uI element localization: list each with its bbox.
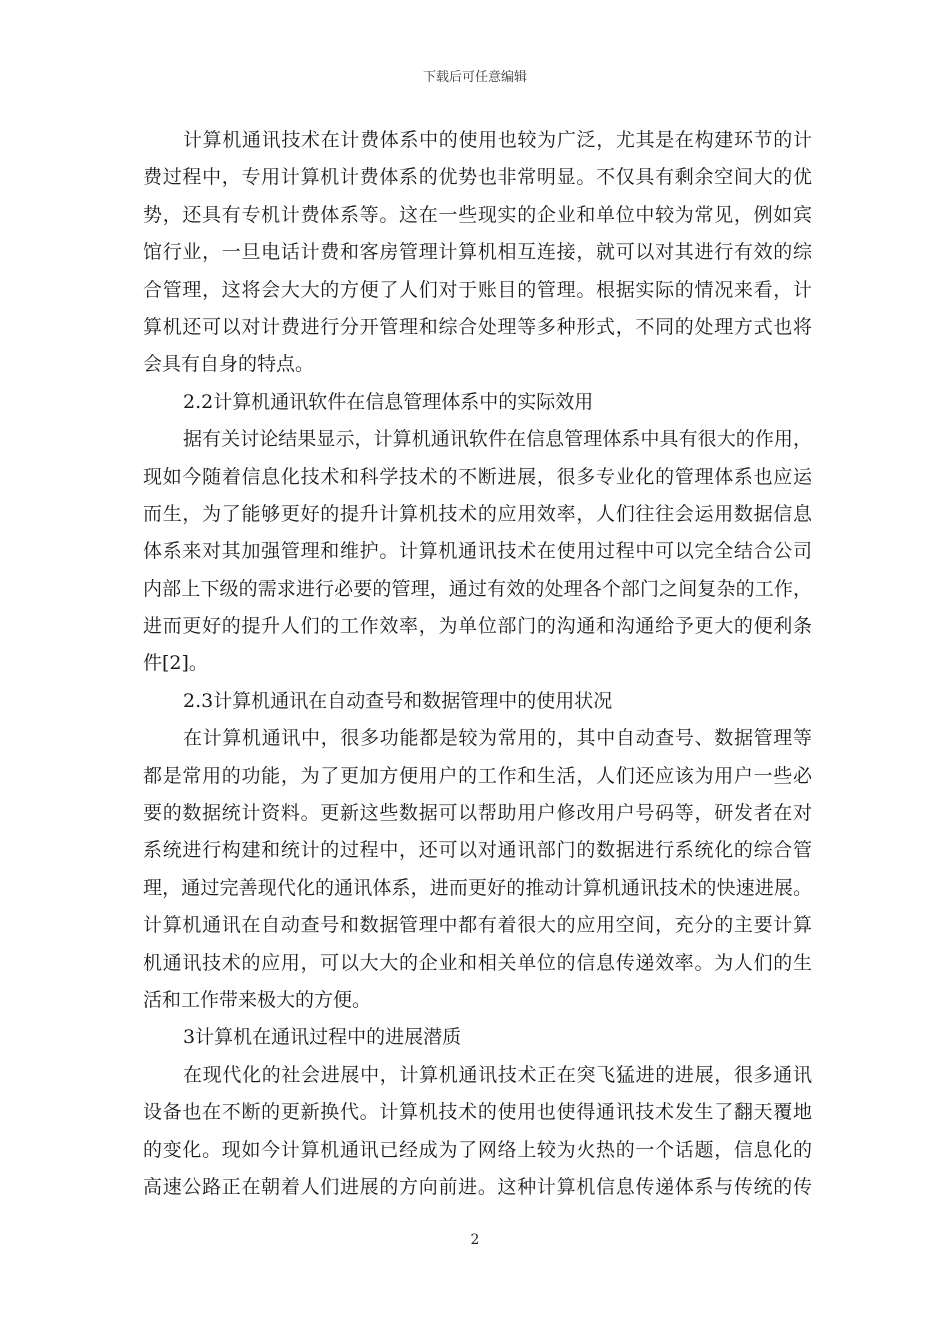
text-line: 设备也在不断的更新换代。计算机技术的使用也使得通讯技术发生了翻天覆地 bbox=[143, 1101, 812, 1124]
text-line: 2.2计算机通讯软件在信息管理体系中的实际效用 bbox=[183, 390, 594, 413]
text-line: 3计算机在通讯过程中的进展潜质 bbox=[183, 1026, 462, 1049]
text-line: 理，通过完善现代化的通讯体系，进而更好的推动计算机通讯技术的快速进展。 bbox=[143, 876, 812, 899]
text-line: 费过程中，专用计算机计费体系的优势也非常明显。不仅具有剩余空间大的优 bbox=[143, 166, 812, 189]
text-line: 活和工作带来极大的方便。 bbox=[143, 988, 372, 1011]
text-line: 系统进行构建和统计的过程中，还可以对通讯部门的数据进行系统化的综合管 bbox=[143, 839, 812, 862]
text-line: 馆行业，一旦电话计费和客房管理计算机相互连接，就可以对其进行有效的综 bbox=[143, 241, 812, 264]
text-line: 在现代化的社会进展中，计算机通讯技术正在突飞猛进的进展，很多通讯 bbox=[183, 1063, 812, 1086]
text-line: 在计算机通讯中，很多功能都是较为常用的，其中自动查号、数据管理等 bbox=[183, 727, 812, 750]
body-text bbox=[143, 122, 812, 1206]
text-line: 势，还具有专机计费体系等。这在一些现实的企业和单位中较为常见，例如宾 bbox=[143, 203, 812, 226]
text-line: 进而更好的提升人们的工作效率，为单位部门的沟通和沟通给予更大的便利条 bbox=[143, 615, 812, 638]
page-number: 2 bbox=[470, 1232, 480, 1248]
text-line: 计算机通讯在自动查号和数据管理中都有着很大的应用空间，充分的主要计算 bbox=[143, 914, 812, 937]
text-line: 件[2]。 bbox=[143, 652, 208, 675]
page-header: 下载后可任意编辑 bbox=[422, 70, 527, 85]
text-line: 合管理，这将会大大的方便了人们对于账目的管理。根据实际的情况来看，计 bbox=[143, 278, 812, 301]
text-line: 机通讯技术的应用，可以大大的企业和相关单位的信息传递效率。为人们的生 bbox=[143, 951, 812, 974]
text-line: 内部上下级的需求进行必要的管理，通过有效的处理各个部门之间复杂的工作， bbox=[143, 577, 812, 600]
text-line: 的变化。现如今计算机通讯已经成为了网络上较为火热的一个话题，信息化的 bbox=[143, 1138, 812, 1161]
text-line: 据有关讨论结果显示，计算机通讯软件在信息管理体系中具有很大的作用， bbox=[183, 428, 812, 451]
text-line: 2.3计算机通讯在自动查号和数据管理中的使用状况 bbox=[183, 689, 613, 712]
text-line: 计算机通讯技术在计费体系中的使用也较为广泛，尤其是在构建环节的计 bbox=[183, 129, 812, 151]
text-line: 现如今随着信息化技术和科学技术的不断进展，很多专业化的管理体系也应运 bbox=[143, 465, 812, 488]
text-line: 体系来对其加强管理和维护。计算机通讯技术在使用过程中可以完全结合公司 bbox=[143, 540, 812, 563]
text-line: 算机还可以对计费进行分开管理和综合处理等多种形式，不同的处理方式也将 bbox=[143, 315, 812, 338]
text-line: 都是常用的功能，为了更加方便用户的工作和生活，人们还应该为用户一些必 bbox=[143, 764, 812, 787]
text-line: 而生，为了能够更好的提升计算机技术的应用效率，人们往往会运用数据信息 bbox=[143, 502, 812, 525]
text-line: 高速公路正在朝着人们进展的方向前进。这种计算机信息传递体系与传统的传 bbox=[143, 1175, 812, 1198]
text-line: 会具有自身的特点。 bbox=[143, 353, 315, 376]
text-line: 要的数据统计资料。更新这些数据可以帮助用户修改用户号码等，研发者在对 bbox=[143, 802, 812, 825]
